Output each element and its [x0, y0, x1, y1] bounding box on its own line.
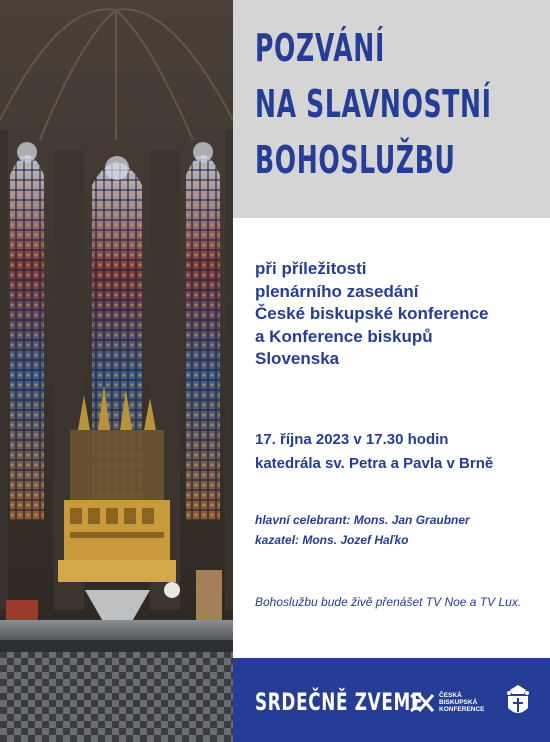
occasion-line: Slovenska [255, 349, 340, 368]
occasion-line: plenárního zasedání [255, 281, 419, 301]
invitation-title [255, 20, 492, 188]
cbk-logo-text [439, 692, 485, 713]
cathedral-photo [0, 0, 233, 742]
episcopal-crest-icon [504, 684, 532, 720]
event-date-time: 17. října 2023 v 17.30 hodin [255, 431, 449, 448]
event-details [255, 428, 493, 476]
occasion-text [255, 258, 488, 371]
cbk-logo [409, 691, 497, 715]
cbk-logo-icon [409, 691, 437, 715]
title-line: NA SLAVNOSTNÍ [255, 82, 492, 126]
clergy-info [255, 510, 470, 550]
occasion-line: České biskupské konference [255, 304, 489, 323]
occasion-line: a Konference biskupů [255, 326, 433, 346]
cathedral-interior-illustration [0, 0, 233, 742]
event-place: katedrála sv. Petra a Pavla v Brně [255, 455, 494, 472]
occasion-line: při příležitosti [255, 259, 367, 278]
broadcast-note: Bohoslužbu bude živě přenášet TV Noe a TV Lux. [255, 595, 522, 609]
main-celebrant: hlavní celebrant: Mons. Jan Graubner [255, 513, 470, 527]
preacher: kazatel: Mons. Jozef Haľko [255, 533, 409, 547]
logo-line: BISKUPSKÁ [439, 699, 478, 706]
invite-text: SRDEČNĚ ZVEME [255, 688, 424, 716]
footer-bar [233, 658, 550, 742]
title-panel [233, 0, 550, 218]
title-line: POZVÁNÍ [255, 26, 385, 70]
title-line: BOHOSLUŽBU [255, 138, 456, 182]
logo-line: KONFERENCE [439, 706, 485, 713]
logo-line: ČESKÁ [439, 692, 462, 699]
